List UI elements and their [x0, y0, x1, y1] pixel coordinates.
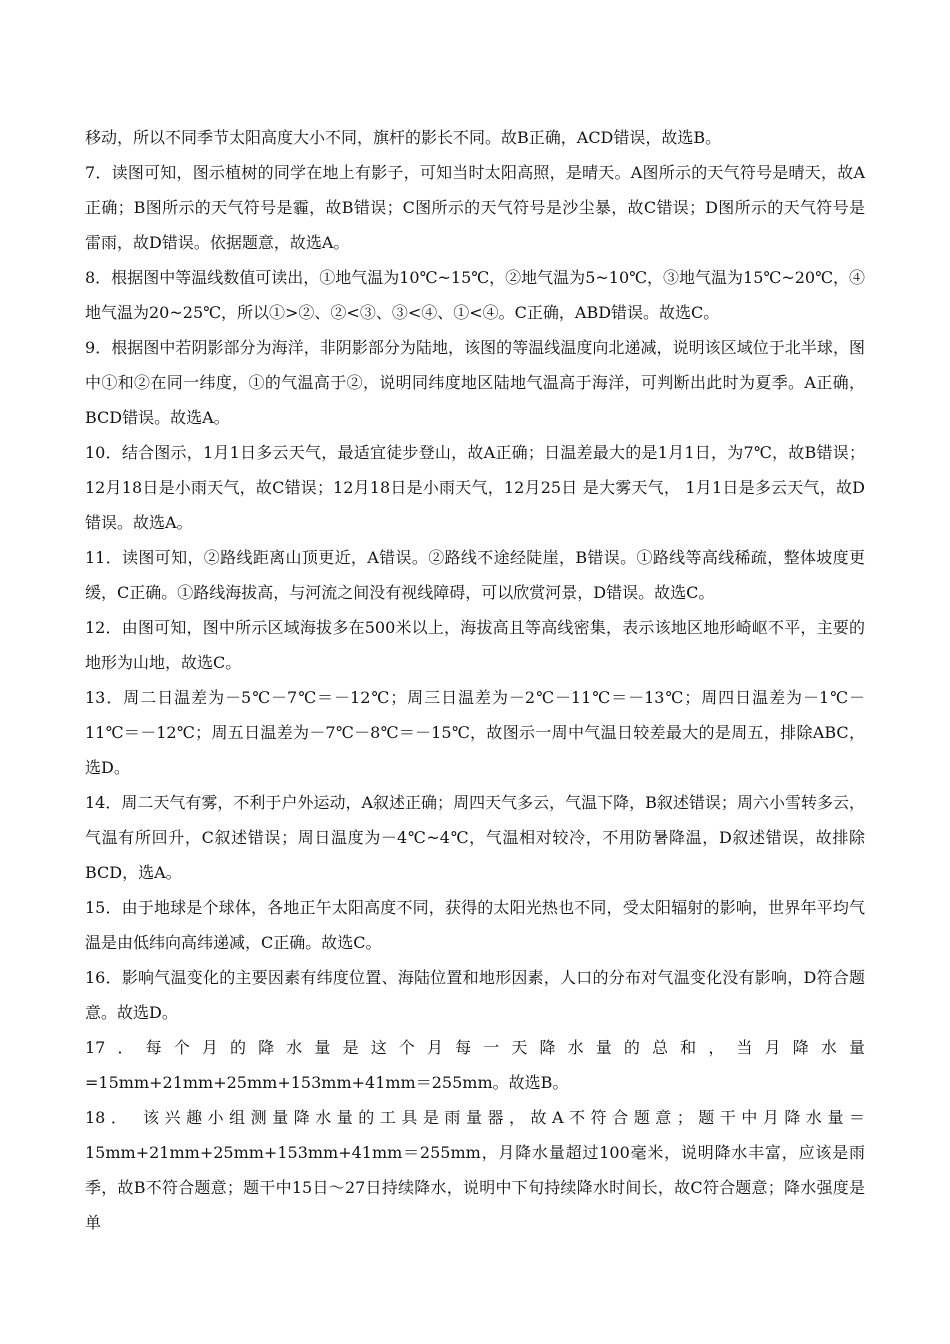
answer-8: 8．根据图中等温线数值可读出，①地气温为10℃~15℃，②地气温为5~10℃，③地气温为15℃~20℃，④地气温为20~25℃，所以①>②、②<③、③<④、①<④。C正确，ABD错误。故选C。	[85, 268, 865, 322]
answer-11: 11．读图可知，②路线距离山顶更近，A错误。②路线不途经陡崖，B错误。①路线等高线稀疏，整体坡度更缓，C正确。①路线海拔高，与河流之间没有视线障碍，可以欣赏河景，D错误。故选C。	[85, 548, 865, 602]
answer-7: 7．读图可知，图示植树的同学在地上有影子，可知当时太阳高照，是晴天。A图所示的天气符号是晴天，故A正确；B图所示的天气符号是霾，故B错误；C图所示的天气符号是沙尘暴，故C错误；D图所示的天气符号是雷雨，故D错误。依据题意，故选A。	[85, 163, 865, 252]
answer-explanations	[85, 120, 865, 1240]
answer-9: 9．根据图中若阴影部分为海洋，非阴影部分为陆地，该图的等温线温度向北递减，说明该区域位于北半球，图中①和②在同一纬度，①的气温高于②，说明同纬度地区陆地气温高于海洋，可判断出此时为夏季。A正确，BCD错误。故选A。	[85, 338, 865, 427]
answer-17: 17．每个月的降水量是这个月每一天降水量的总和，当月降水量=15mm+21mm+25mm+153mm+41mm＝255mm。故选B。	[85, 1038, 865, 1092]
answer-15: 15．由于地球是个球体，各地正午太阳高度不同，获得的太阳光热也不同，受太阳辐射的影响，世界年平均气温是由低纬向高纬递减，C正确。故选C。	[85, 898, 865, 952]
answer-13: 13．周二日温差为－5℃－7℃＝－12℃；周三日温差为－2℃－11℃＝－13℃；周四日温差为－1℃－11℃＝－12℃；周五日温差为－7℃－8℃＝－15℃，故图示一周中气温日较差最大的是周五，排除ABC，选D。	[85, 688, 865, 777]
paragraph-continuation: 移动，所以不同季节太阳高度大小不同，旗杆的影长不同。故B正确，ACD错误，故选B。	[85, 128, 722, 147]
answer-14: 14．周二天气有雾，不利于户外运动，A叙述正确；周四天气多云，气温下降，B叙述错误；周六小雪转多云，气温有所回升，C叙述错误；周日温度为－4℃~4℃，气温相对较冷，不用防暑降温，D叙述错误，故排除BCD，选A。	[85, 793, 865, 882]
answer-18: 18． 该兴趣小组测量降水量的工具是雨量器，故A不符合题意；题干中月降水量＝15mm+21mm+25mm+153mm+41mm＝255mm，月降水量超过100毫米，说明降水丰富，应该是雨季，故B不符合题意；题干中15日～27日持续降水，说明中下旬持续降水时间长，故C符合题意；降水强度是单	[85, 1108, 865, 1232]
answer-12: 12．由图可知，图中所示区域海拔多在500米以上，海拔高且等高线密集，表示该地区地形崎岖不平，主要的地形为山地，故选C。	[85, 618, 865, 672]
answer-16: 16．影响气温变化的主要因素有纬度位置、海陆位置和地形因素，人口的分布对气温变化没有影响，D符合题意。故选D。	[85, 968, 865, 1022]
answer-10: 10．结合图示，1月1日多云天气，最适宜徒步登山，故A正确；日温差最大的是1月1日，为7℃，故B错误；12月18日是小雨天气，故C错误；12月18日是小雨天气，12月25日 是大雾天气， 1月1日是多云天气，故D错误。故选A。	[85, 443, 865, 532]
